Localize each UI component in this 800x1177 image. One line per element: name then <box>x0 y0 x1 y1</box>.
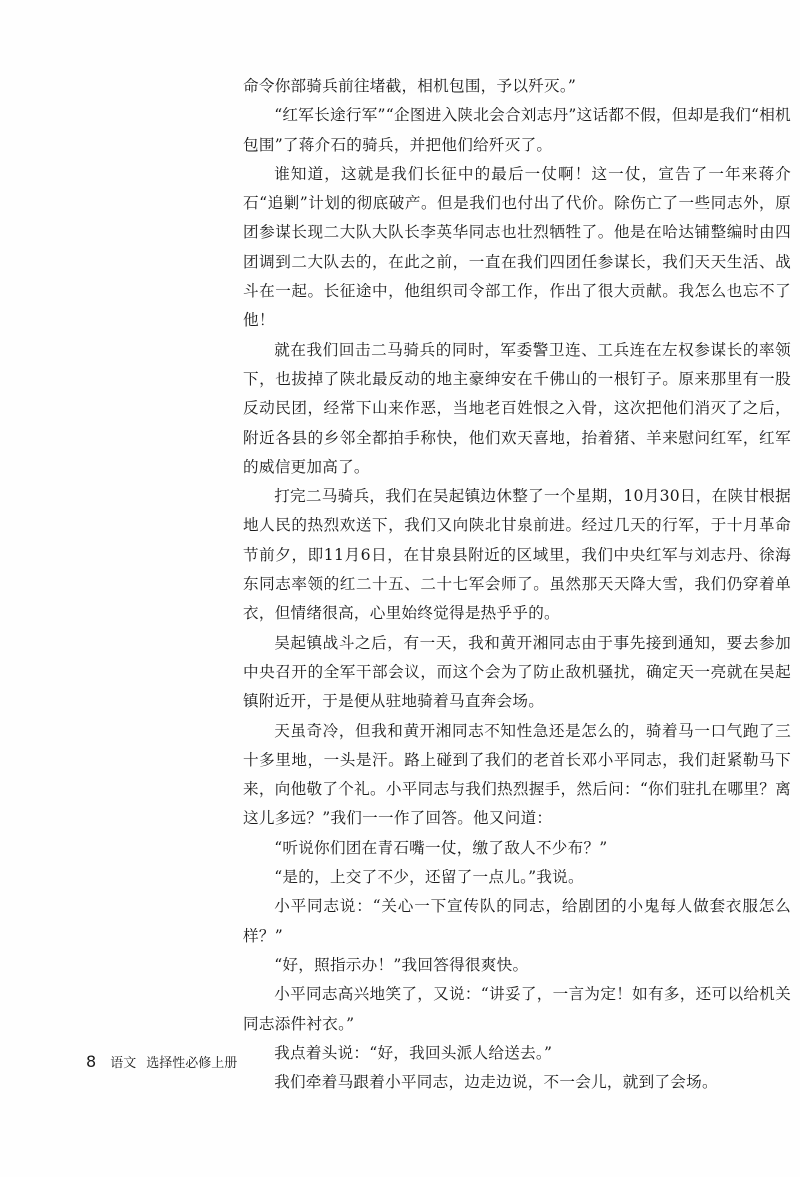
paragraph-11: “好，照指示办！”我回答得很爽快。 <box>274 955 529 974</box>
paragraph-8: “听说你们团在青石嘴一仗，缴了敌人不少布？” <box>274 838 608 857</box>
paragraph-7: 天虽奇冷，但我和黄开湘同志不知性急还是怎么的，骑着马一口气跑了三十多里地，一头是汗。路上碰到了我们的老首长邓小平同志，我们赶紧勒马下来，向他敬了个礼。小平同志与我们热烈握手，然后问：“你们驻扎在哪里？离这儿多远？”我们一一作了回答。他又问道： <box>243 721 791 828</box>
paragraph-10: 小平同志说：“关心一下宣传队的同志，给剧团的小鬼每人做套衣服怎么样？” <box>243 897 791 945</box>
paragraph-12: 小平同志高兴地笑了，又说：“讲妥了，一言为定！如有多，还可以给机关同志添件衬衣。” <box>243 985 791 1033</box>
paragraph-14: 我们牵着马跟着小平同志，边走边说，不一会儿，就到了会场。 <box>274 1073 718 1092</box>
paragraph-6: 吴起镇战斗之后，有一天，我和黄开湘同志由于事先接到通知，要去参加中央召开的全军干部会议，而这个会为了防止敌机骚扰，确定天一亮就在吴起镇附近开，于是便从驻地骑着马直奔会场。 <box>243 633 791 711</box>
book-volume: 选择性必修上册 <box>146 1056 238 1071</box>
paragraph-13: 我点着头说：“好，我回头派人给送去。” <box>274 1043 553 1062</box>
paragraph-2: “红军长途行军”“企图进入陕北会合刘志丹”这话都不假，但却是我们“相机包围”了蒋介石的骑兵，并把他们给歼灭了。 <box>243 106 791 154</box>
paragraph-5: 打完二马骑兵，我们在吴起镇边休整了一个星期，10月30日，在陕甘根据地人民的热烈欢送下，我们又向陕北甘泉前进。经过几天的行军，于十月革命节前夕，即11月6日，在甘泉县附近的区域里，我们中央红军与刘志丹、徐海东同志率领的红二十五、二十七军会师了。虽然那天天降大雪，我们仍穿着单衣，但情绪很高，心里始终觉得是热乎乎的。 <box>243 487 791 623</box>
body-text <box>243 72 791 1097</box>
book-subject: 语文 <box>110 1056 137 1071</box>
paragraph-9: “是的，上交了不少，还留了一点儿。”我说。 <box>274 868 584 887</box>
paragraph-1: 命令你部骑兵前往堵截，相机包围，予以歼灭。” <box>243 77 577 95</box>
page-footer <box>86 1052 237 1076</box>
paragraph-4: 就在我们回击二马骑兵的同时，军委警卫连、工兵连在左权参谋长的率领下，也拔掉了陕北最反动的地主豪绅安在千佛山的一根钉子。原来那里有一股反动民团，经常下山来作恶，当地老百姓恨之入骨，这次把他们消灭了之后，附近各县的乡邻全都拍手称快，他们欢天喜地，抬着猪、羊来慰问红军，红军的威信更加高了。 <box>243 340 791 476</box>
page-number: 8 <box>86 1052 97 1071</box>
paragraph-3: 谁知道，这就是我们长征中的最后一仗啊！这一仗，宣告了一年来蒋介石“追剿”计划的彻底破产。但是我们也付出了代价。除伤亡了一些同志外，原团参谋长现二大队大队长李英华同志也壮烈牺牲了。他是在哈达铺整编时由四团调到二大队去的，在此之前，一直在我们四团任参谋长，我们天天生活、战斗在一起。长征途中，他组织司令部工作，作出了很大贡献。我怎么也忘不了他！ <box>243 164 791 330</box>
